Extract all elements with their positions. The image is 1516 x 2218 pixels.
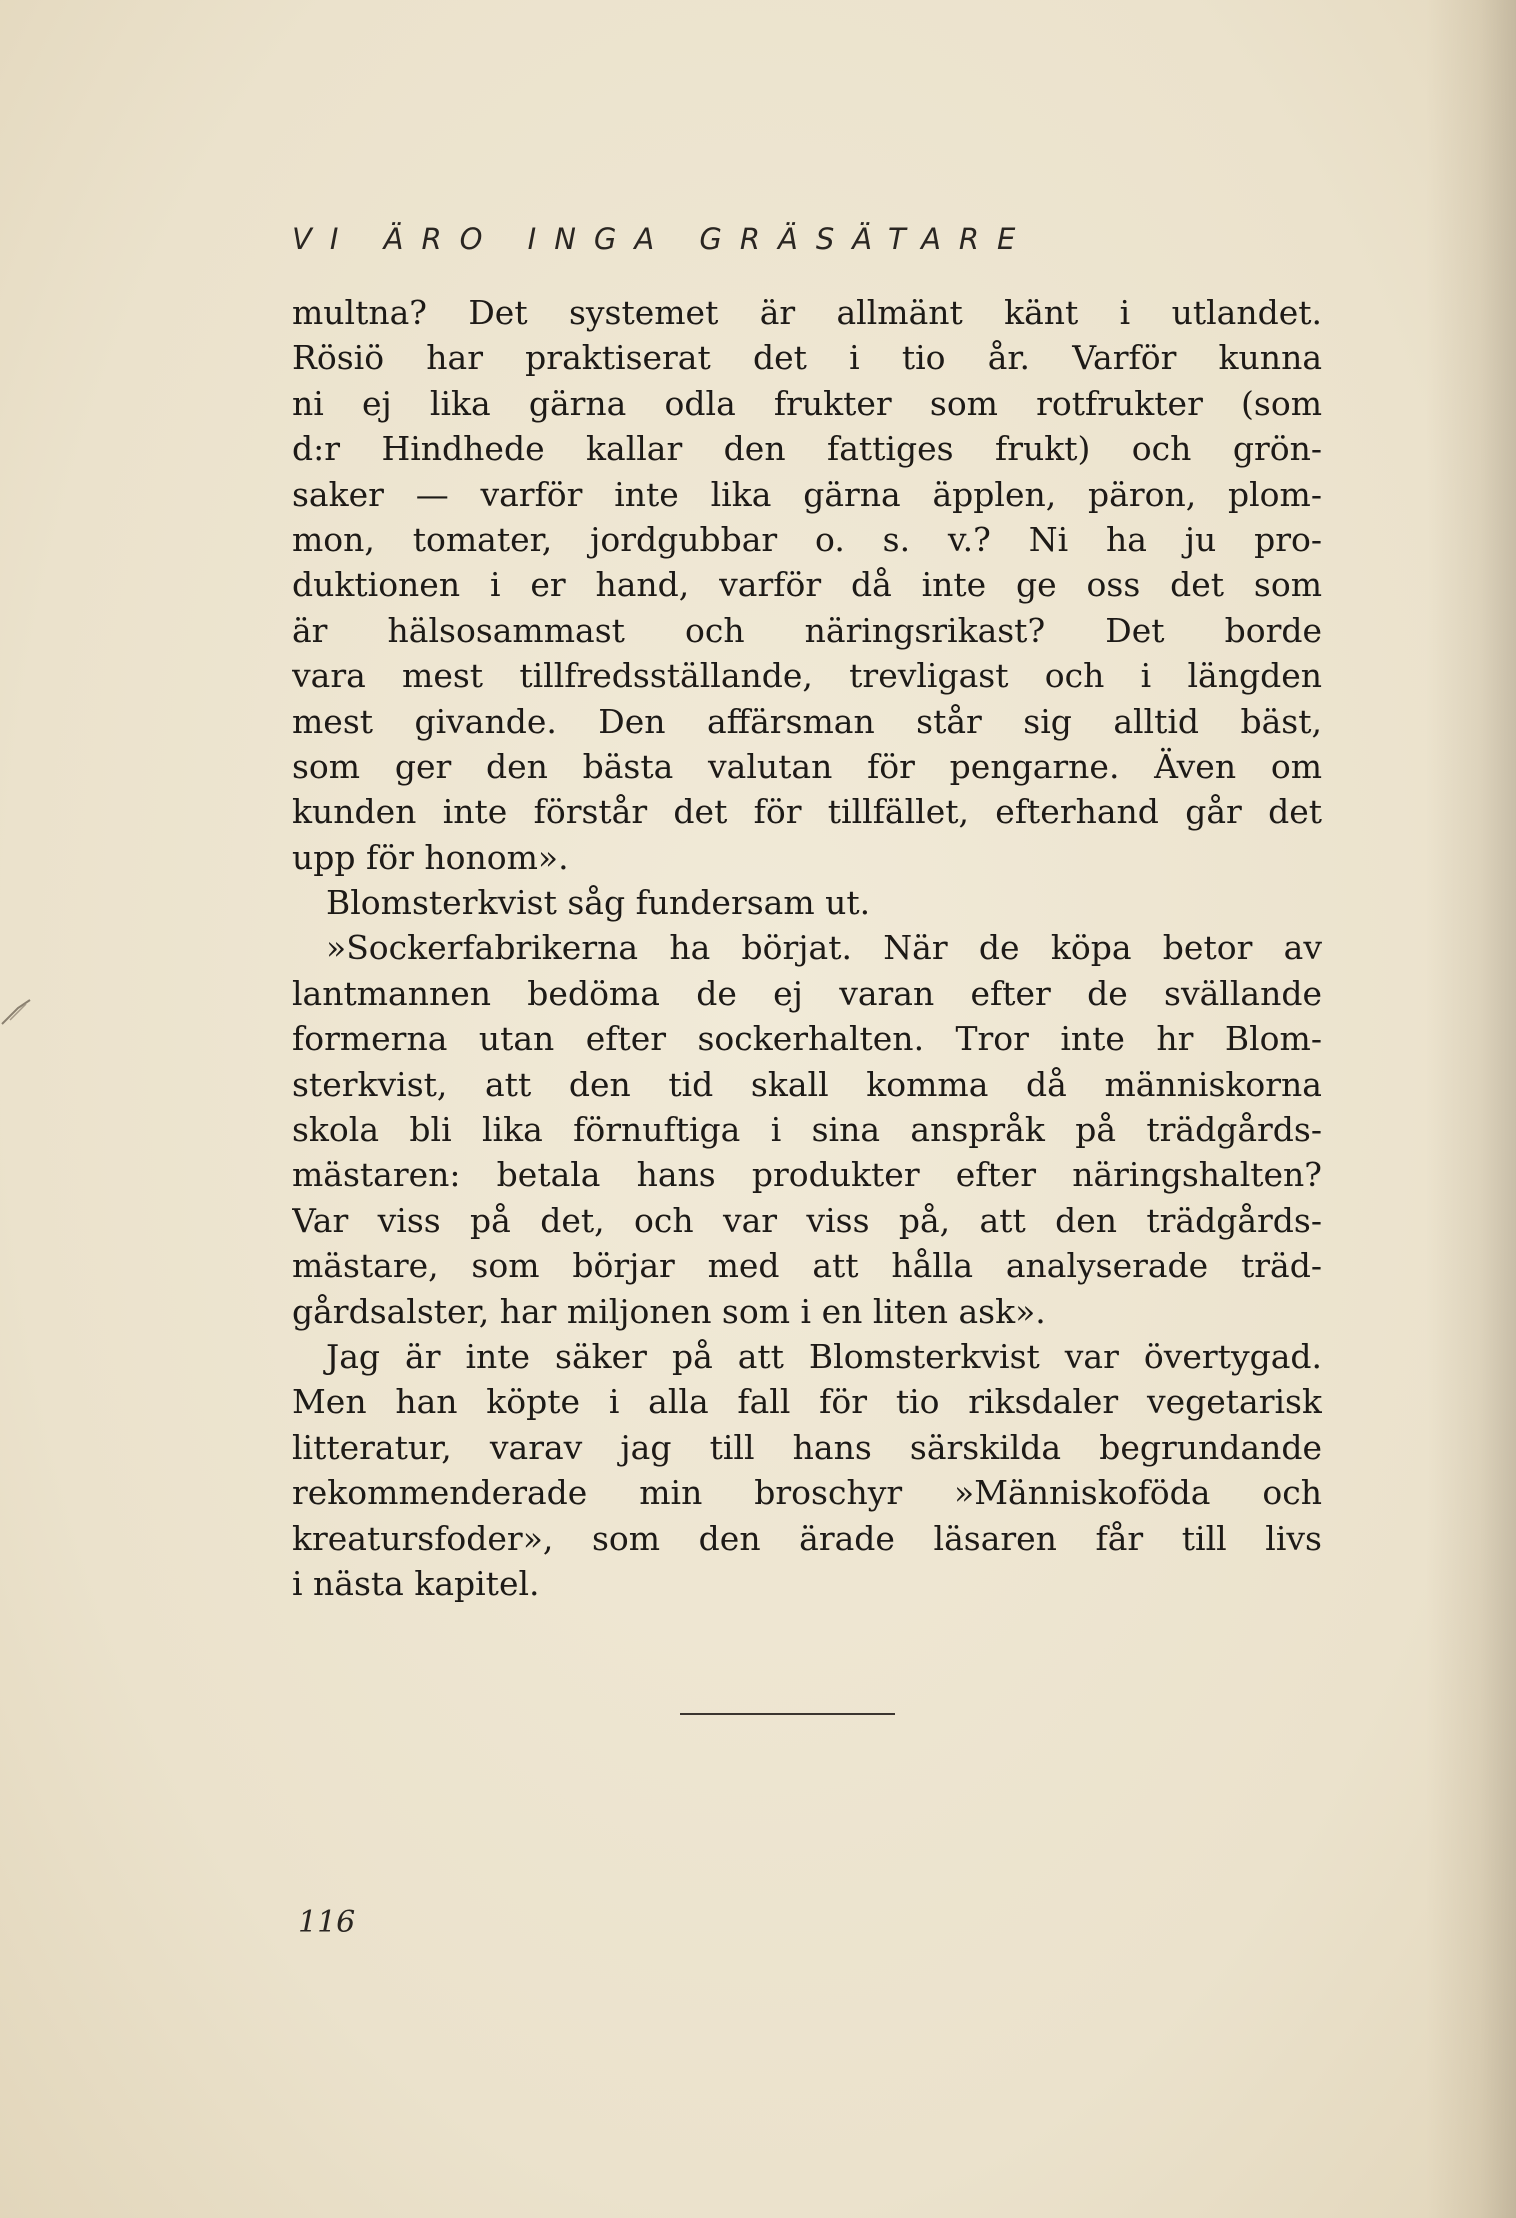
text-line: Blomsterkvist såg fundersam ut.	[326, 883, 871, 923]
text-line: litteratur, varav jag till hans särskilda begrundande	[292, 1427, 1322, 1467]
text-line: vara mest tillfredsställande, trevligast och i längden	[292, 656, 1322, 696]
text-line: upp för honom».	[292, 837, 569, 877]
section-divider-rule	[680, 1713, 895, 1715]
text-line: »Sockerfabrikerna ha börjat. När de köpa betor av	[326, 928, 1322, 968]
margin-pencil-mark	[0, 990, 50, 1030]
text-line: lantmannen bedöma de ej varan efter de svällande	[292, 973, 1322, 1013]
page-edge-shadow	[1426, 0, 1516, 2218]
text-line: formerna utan efter sockerhalten. Tror inte hr Blom-	[292, 1019, 1322, 1059]
text-line: skola bli lika förnuftiga i sina anspråk på trädgårds-	[292, 1110, 1322, 1150]
page-number: 116	[298, 1905, 356, 1940]
text-line: mästaren: betala hans produkter efter näringshalten?	[292, 1155, 1322, 1195]
text-line: som ger den bästa valutan för pengarne. Även om	[292, 746, 1322, 786]
text-line: duktionen i er hand, varför då inte ge oss det som	[292, 565, 1322, 605]
text-line: i nästa kapitel.	[292, 1563, 540, 1603]
text-line: multna? Det systemet är allmänt känt i utlandet.	[292, 293, 1322, 332]
text-line: Jag är inte säker på att Blomsterkvist var övertygad.	[326, 1336, 1322, 1376]
text-line: d:r Hindhede kallar den fattiges frukt) och grön-	[292, 429, 1322, 469]
text-line: Var viss på det, och var viss på, att den trädgårds-	[292, 1200, 1322, 1240]
running-head: VI ÄRO INGA GRÄSÄTARE	[292, 222, 1034, 256]
text-line: mästare, som börjar med att hålla analyserade träd-	[292, 1246, 1322, 1286]
text-line: saker — varför inte lika gärna äpplen, päron, plom-	[292, 474, 1322, 514]
text-line: mest givande. Den affärsman står sig alltid bäst,	[292, 701, 1322, 741]
text-line: Men han köpte i alla fall för tio riksdaler vegetarisk	[292, 1382, 1322, 1422]
text-line: Rösiö har praktiserat det i tio år. Varför kunna	[292, 338, 1322, 378]
text-line: kunden inte förstår det för tillfället, efterhand går det	[292, 792, 1322, 832]
text-line: mon, tomater, jordgubbar o. s. v.? Ni ha ju pro-	[292, 519, 1322, 559]
text-line: kreatursfoder», som den ärade läsaren får till livs	[292, 1518, 1322, 1558]
text-line: rekommenderade min broschyr »Människoföda och	[292, 1473, 1322, 1513]
text-line: gårdsalster, har miljonen som i en liten ask».	[292, 1291, 1046, 1331]
text-line: sterkvist, att den tid skall komma då människorna	[292, 1064, 1322, 1104]
text-line: ni ej lika gärna odla frukter som rotfrukter (som	[292, 383, 1322, 423]
text-line: är hälsosammast och näringsrikast? Det borde	[292, 610, 1322, 650]
body-text	[292, 290, 1322, 1606]
